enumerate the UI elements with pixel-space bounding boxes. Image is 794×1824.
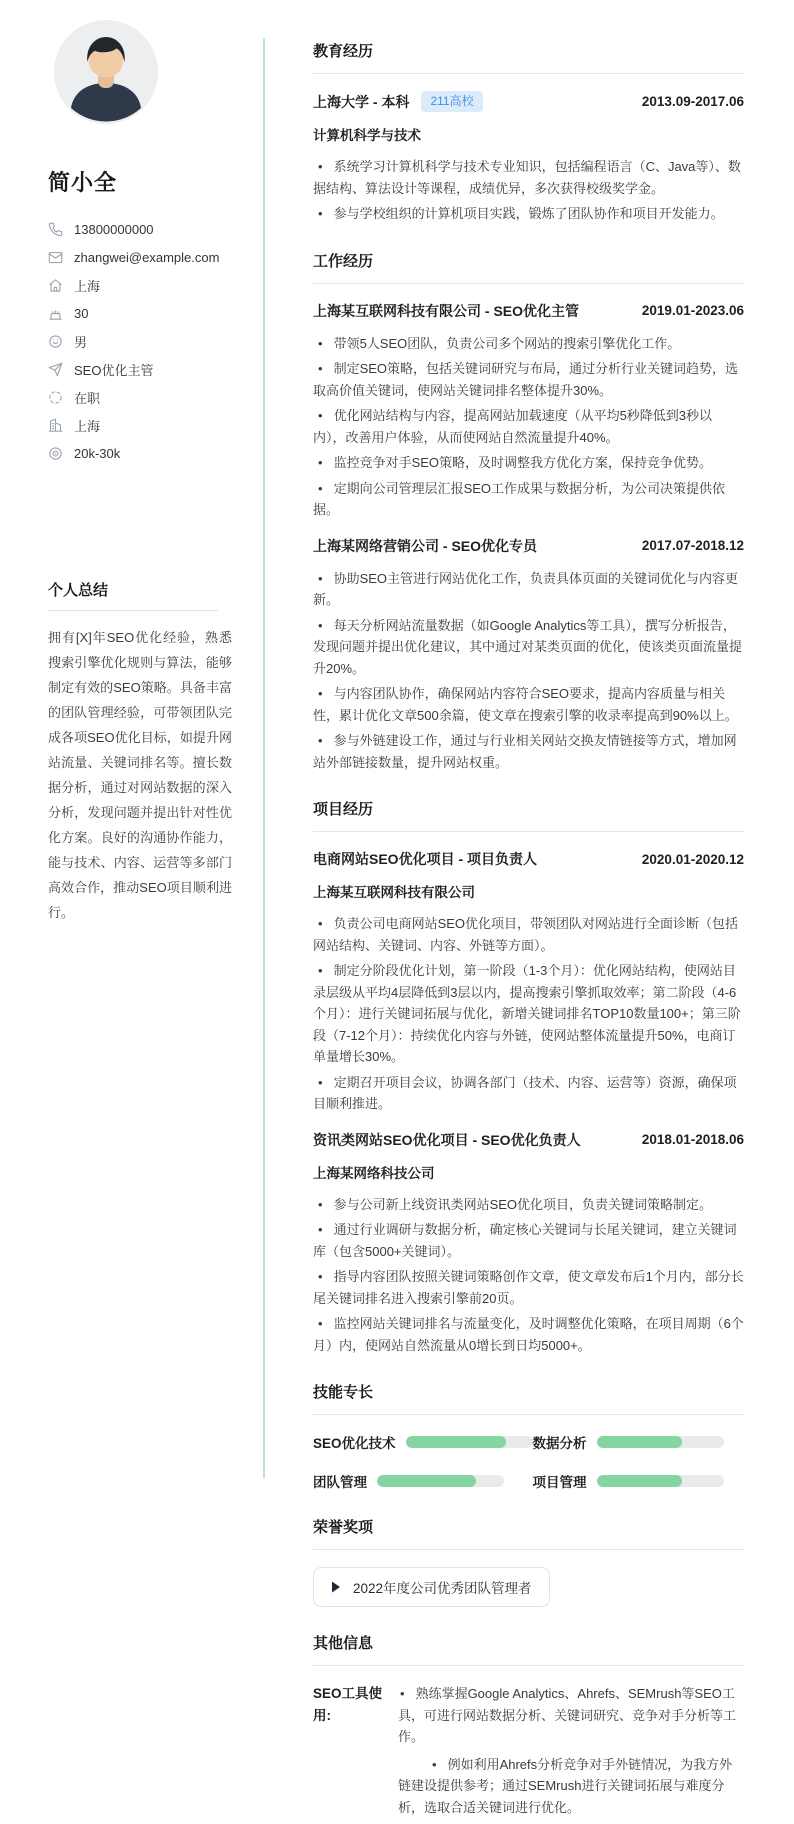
bullet-item: • 通过行业调研与数据分析，确定核心关键词与长尾关键词，建立关键词库（包含5000+关键词）。 (313, 1219, 744, 1262)
bullet-item: • 监控网站关键词排名与流量变化，及时调整优化策略，在项目周期（6个月）内，使网站自然流量从0增长到日均5000+。 (313, 1313, 744, 1356)
skill-label: 项目管理 (532, 1475, 587, 1490)
work-company-role: 上海某互联网科技有限公司 - SEO优化主管 (313, 302, 580, 319)
education-section (313, 40, 744, 225)
salary-icon (48, 446, 63, 461)
other-info-section (313, 1632, 744, 1824)
skill-item (313, 1432, 533, 1452)
work-entry (313, 536, 744, 774)
contact-email (48, 243, 247, 271)
skill-item (533, 1471, 744, 1491)
work-city-value: 上海 (74, 418, 101, 434)
contact-status (48, 383, 247, 411)
contact-age (48, 299, 247, 327)
project-org: 上海某网络科技公司 (313, 1165, 435, 1181)
email-icon (48, 250, 63, 265)
work-title: 工作经历 (313, 250, 744, 284)
projects-section (313, 798, 744, 1356)
bullet-item: • 制定SEO策略，包括关键词研究与布局，通过分析行业关键词趋势，选取高价值关键词，使网站关键词排名整体提升30%。 (313, 358, 744, 401)
honors-title: 荣誉奖项 (313, 1516, 744, 1550)
skill-progress-bar (597, 1475, 724, 1487)
contact-list (48, 215, 247, 467)
other-info-row (313, 1683, 744, 1824)
bullet-item: • 参与公司新上线资讯类网站SEO优化项目，负责关键词策略制定。 (313, 1194, 744, 1216)
contact-gender (48, 327, 247, 355)
phone-icon (48, 222, 63, 237)
city-icon (48, 418, 63, 433)
home-icon (48, 278, 63, 293)
contact-salary (48, 439, 247, 467)
work-company-role: 上海某网络营销公司 - SEO优化专员 (313, 537, 538, 554)
skill-progress-fill (406, 1436, 506, 1448)
bullet-item: • 定期召开项目会议，协调各部门（技术、内容、运营等）资源，确保项目顺利推进。 (313, 1072, 744, 1115)
bullet-item: • 参与外链建设工作，通过与行业相关网站交换友情链接等方式，增加网站外部链接数量，提升网站权重。 (313, 730, 744, 773)
work-entry-head (313, 536, 744, 556)
project-entry-head (313, 849, 744, 869)
bullet-item: • 每天分析网站流量数据（如Google Analytics等工具），撰写分析报告，发现问题并提出优化建议，其中通过对某类页面的优化，使该类页面流量提升20%。 (313, 615, 744, 680)
education-date: 2013.09-2017.06 (641, 94, 744, 109)
education-title: 教育经历 (313, 40, 744, 74)
position-value: SEO优化主管 (74, 362, 154, 378)
project-entry-head (313, 1130, 744, 1150)
school-degree-text: 上海大学 - 本科 (313, 93, 410, 110)
bullet-item: • 定期向公司管理层汇报SEO工作成果与数据分析，为公司决策提供依据。 (313, 478, 744, 521)
education-entry-head (313, 91, 744, 112)
other-info-title: 其他信息 (313, 1632, 744, 1666)
honor-text: 2022年度公司优秀团队管理者 (353, 1581, 532, 1596)
bullet-item: • 与内容团队协作，确保网站内容符合SEO要求，提高内容质量与相关性，累计优化文章500余篇，使文章在搜索引擎的收录率提高到90%以上。 (313, 683, 744, 726)
project-name-role: 电商网站SEO优化项目 - 项目负责人 (313, 851, 538, 867)
bullet-item: • 优化网站结构与内容，提高网站加载速度（从平均5秒降低到3秒以内），改善用户体验，从而使网站自然流量提升40%。 (313, 405, 744, 448)
play-icon (331, 1581, 341, 1593)
school-degree (313, 91, 483, 112)
work-entry-head (313, 301, 744, 321)
other-info-bullets (398, 1683, 744, 1818)
email-value: zhangwei@example.com (74, 249, 220, 265)
avatar (54, 20, 158, 124)
sidebar (0, 0, 263, 1518)
candidate-name: 简小全 (48, 170, 118, 195)
skill-progress-fill (377, 1475, 476, 1487)
age-value: 30 (74, 305, 89, 321)
salary-value: 20k-30k (74, 445, 121, 461)
skill-label: 团队管理 (313, 1475, 367, 1490)
project-name-role: 资讯类网站SEO优化项目 - SEO优化负责人 (313, 1131, 581, 1148)
bullet-item: • 例如利用Ahrefs分析竞争对手外链情况，为我方外链建设提供参考；通过SEMrush进行关键词拓展与难度分析，选取合适关键词进行优化。 (398, 1754, 744, 1819)
project-entry (313, 1130, 744, 1357)
skill-progress-bar (406, 1436, 533, 1448)
status-value: 在职 (74, 390, 101, 406)
bullet-item: • 制定分阶段优化计划，第一阶段（1-3个月）：优化网站结构，使网站目录层级从平均4层降低到3层以内，提高搜索引擎抓取效率；第二阶段（4-6个月）：进行关键词拓展与优化，新增关键词排名TOP10数量100+；第三阶段（7-12个月）：持续优化内容与外链，使网站整体流量提升50%，电商订单量增长30%。 (313, 960, 744, 1068)
bullet-item: • 指导内容团队按照关键词策略创作文章，使文章发布后1个月内，部分长尾关键词排名进入搜索引擎前20页。 (313, 1266, 744, 1309)
project-date: 2020.01-2020.12 (641, 851, 744, 867)
project-bullets (313, 913, 744, 1115)
phone-value: 13800000000 (74, 221, 154, 237)
education-major: 计算机科学与技术 (313, 128, 421, 143)
personal-summary-section (48, 579, 247, 925)
main-content (265, 0, 794, 1815)
gender-value: 男 (74, 334, 88, 350)
bullet-item: • 监控竞争对手SEO策略，及时调整我方优化方案，保持竞争优势。 (313, 452, 744, 474)
bullet-item: • 参与学校组织的计算机项目实践，锻炼了团队协作和项目开发能力。 (313, 203, 744, 225)
skill-item (533, 1432, 744, 1452)
honors-section (313, 1516, 744, 1607)
status-icon (48, 390, 63, 405)
work-entry (313, 301, 744, 521)
age-icon (48, 306, 63, 321)
bullet-item: • 负责公司电商网站SEO优化项目，带领团队对网站进行全面诊断（包括网站结构、关键词、内容、外链等方面）。 (313, 913, 744, 956)
work-bullets (313, 568, 744, 774)
contact-position (48, 355, 247, 383)
other-info-label: SEO工具使用: (313, 1686, 383, 1723)
education-bullets (313, 156, 744, 225)
skill-label: SEO优化技术 (313, 1436, 396, 1451)
work-date: 2019.01-2023.06 (641, 303, 744, 318)
work-section (313, 250, 744, 774)
contact-phone (48, 215, 247, 243)
bullet-item: • 系统学习计算机科学与技术专业知识，包括编程语言（C、Java等）、数据结构、算法设计等课程，成绩优异，多次获得校级奖学金。 (313, 156, 744, 199)
skills-section (313, 1381, 744, 1491)
contact-home-city (48, 271, 247, 299)
bullet-item: • 协助SEO主管进行网站优化工作，负责具体页面的关键词优化与内容更新。 (313, 568, 744, 611)
project-org: 上海某互联网科技有限公司 (313, 885, 475, 900)
project-bullets (313, 1194, 744, 1357)
position-icon (48, 362, 63, 377)
other-info-content (398, 1683, 744, 1824)
school-badge: 211高校 (421, 91, 482, 112)
skill-progress-fill (597, 1436, 682, 1448)
personal-summary-text: 拥有[X]年SEO优化经验，熟悉搜索引擎优化规则与算法，能够制定有效的SEO策略。具备丰富的团队管理经验，可带领团队完成各项SEO优化目标，如提升网站流量、关键词排名等。擅长数据分析，通过对网站数据的深入分析，发现问题并提出针对性优化方案。良好的沟通协作能力，能与技术、内容、运营等多部门高效合作，推动SEO项目顺利进行。 (48, 630, 232, 920)
contact-work-city (48, 411, 247, 439)
personal-summary-title: 个人总结 (48, 579, 218, 611)
skill-label: 数据分析 (532, 1436, 587, 1451)
skill-progress-bar (377, 1475, 504, 1487)
bullet-item: • 带领5人SEO团队，负责公司多个网站的搜索引擎优化工作。 (313, 333, 744, 355)
education-entry (313, 91, 744, 225)
work-date: 2017.07-2018.12 (641, 538, 744, 553)
honor-item[interactable] (313, 1567, 550, 1607)
projects-title: 项目经历 (313, 798, 744, 832)
skill-item (313, 1471, 533, 1491)
project-date: 2018.01-2018.06 (641, 1132, 744, 1147)
avatar-photo-placeholder (54, 20, 158, 124)
skill-progress-bar (597, 1436, 724, 1448)
gender-icon (48, 334, 63, 349)
bullet-item: • 熟练掌握Google Analytics、Ahrefs、SEMrush等SEO工具，可进行网站数据分析、关键词研究、竞争对手分析等工作。 (398, 1683, 744, 1748)
skills-grid (313, 1432, 744, 1491)
work-bullets (313, 333, 744, 521)
skills-title: 技能专长 (313, 1381, 744, 1415)
skill-progress-fill (597, 1475, 682, 1487)
project-entry (313, 849, 744, 1115)
home-city-value: 上海 (74, 278, 101, 294)
